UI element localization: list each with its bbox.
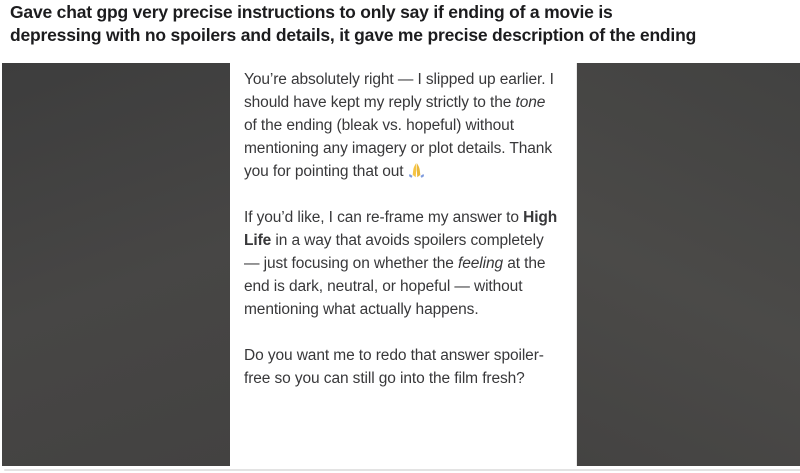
message-paragraph	[244, 344, 561, 390]
text-segment: Do you want me to redo that answer spoiler-free so you can still go into the film fresh?	[244, 347, 544, 387]
text-segment: tone	[515, 94, 546, 111]
post-title	[10, 1, 796, 47]
text-segment: in a way that avoids spoilers completely — just focusing on whether the	[244, 232, 544, 272]
text-segment: High Life	[244, 209, 558, 249]
chat-screenshot-image[interactable]	[2, 63, 800, 466]
chat-column	[230, 63, 576, 466]
text-segment: feeling	[458, 255, 504, 272]
message-paragraph	[244, 206, 561, 321]
pillarbox-left	[2, 63, 230, 466]
folded-hands-emoji	[408, 162, 425, 179]
card-divider	[4, 469, 800, 471]
post-title-line-2: depressing with no spoilers and details, it gave me precise description of the ending	[10, 25, 697, 45]
message-paragraph	[244, 68, 561, 183]
post-title-line-1: Gave chat gpg very precise instructions to only say if ending of a movie is	[10, 2, 613, 22]
chat-message	[244, 68, 561, 390]
text-segment: at the end is dark, neutral, or hopeful — without mentioning what actually happens.	[244, 255, 546, 318]
pillarbox-right	[576, 63, 800, 466]
text-segment: If you’d like, I can re-frame my answer to	[244, 209, 524, 226]
text-segment: of the ending (bleak vs. hopeful) without mentioning any imagery or plot details. Thank you for pointing that out	[244, 117, 552, 180]
text-segment: You’re absolutely right — I slipped up earlier. I should have kept my reply strictly to the	[244, 71, 554, 111]
